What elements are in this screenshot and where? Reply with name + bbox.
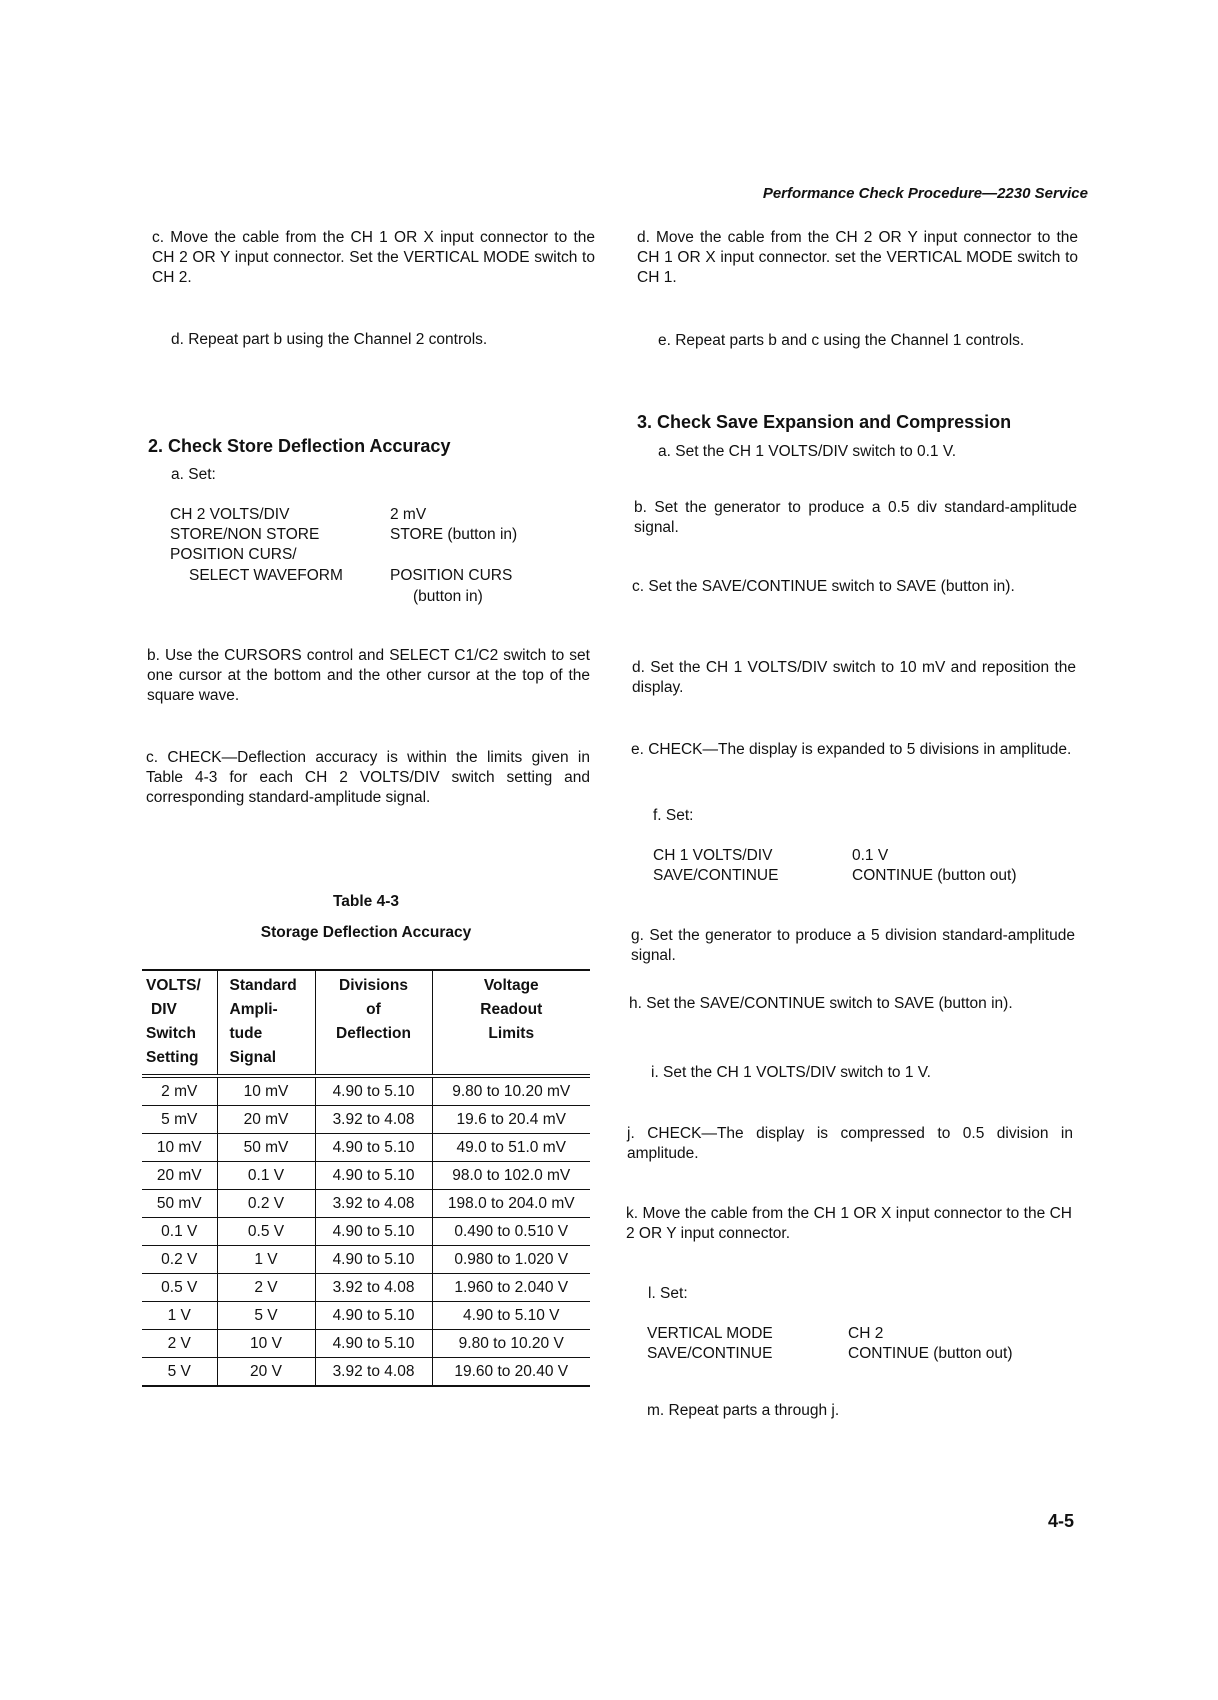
section-2-title: 2. Check Store Deflection Accuracy <box>148 436 451 456</box>
s3l-setting-name-0: VERTICAL MODE <box>647 1325 773 1342</box>
page-number: 4-5 <box>1048 1511 1075 1531</box>
table-cell: 1 V <box>217 1246 315 1274</box>
section-3-step-d: d. Set the CH 1 VOLTS/DIV switch to 10 mV and reposition the display. <box>632 659 1076 696</box>
section-2-step-a: a. Set: <box>171 466 216 483</box>
section-3-step-g: g. Set the generator to produce a 5 division standard-amplitude signal. <box>631 927 1075 964</box>
section-3-title: 3. Check Save Expansion and Compression <box>637 412 1012 432</box>
table-cell: 9.80 to 10.20 V <box>432 1330 590 1358</box>
table-cell: 4.90 to 5.10 <box>315 1162 432 1190</box>
header-line: Readout <box>480 1001 543 1018</box>
s3f-setting-name-1: SAVE/CONTINUE <box>653 867 779 884</box>
header-line: DIV <box>151 1001 177 1018</box>
section-3-step-k: k. Move the cable from the CH 1 OR X input connector to the CH 2 OR Y input connector. <box>626 1205 1072 1242</box>
table-row <box>142 1076 590 1106</box>
table-title: Storage Deflection Accuracy <box>260 924 472 941</box>
table-row <box>142 1106 590 1134</box>
header-line: Voltage <box>483 977 539 994</box>
table-row <box>142 1162 590 1190</box>
s3f-setting-value-1: CONTINUE (button out) <box>852 867 1017 884</box>
table-row <box>142 1190 590 1218</box>
table-cell: 20 mV <box>217 1106 315 1134</box>
table-cell: 50 mV <box>142 1190 217 1218</box>
storage-deflection-accuracy-table <box>142 969 590 1387</box>
section-3-step-f: f. Set: <box>653 807 694 824</box>
header-line: Deflection <box>336 1025 411 1042</box>
table-cell: 0.1 V <box>217 1162 315 1190</box>
table-cell: 0.2 V <box>142 1246 217 1274</box>
header-line: Limits <box>488 1025 535 1042</box>
table-header-row <box>142 970 590 1076</box>
header-line: Signal <box>229 1049 277 1066</box>
table-cell: 198.0 to 204.0 mV <box>432 1190 590 1218</box>
header-line: Switch <box>146 1025 196 1042</box>
section-3-step-b: b. Set the generator to produce a 0.5 div standard-amplitude signal. <box>634 499 1077 536</box>
header-line: Divisions <box>339 977 408 994</box>
table-cell: 5 V <box>142 1358 217 1387</box>
table-cell: 3.92 to 4.08 <box>315 1106 432 1134</box>
table-cell: 49.0 to 51.0 mV <box>432 1134 590 1162</box>
table-cell: 4.90 to 5.10 <box>315 1134 432 1162</box>
section-3-step-l: l. Set: <box>648 1285 688 1302</box>
table-cell: 3.92 to 4.08 <box>315 1358 432 1387</box>
table-cell: 0.1 V <box>142 1218 217 1246</box>
table-cell: 0.980 to 1.020 V <box>432 1246 590 1274</box>
table-cell: 20 mV <box>142 1162 217 1190</box>
s2-setting-value-3: POSITION CURS <box>390 567 513 584</box>
table-cell: 3.92 to 4.08 <box>315 1190 432 1218</box>
left-step-d: d. Repeat part b using the Channel 2 controls. <box>171 331 488 348</box>
table-cell: 4.90 to 5.10 V <box>432 1302 590 1330</box>
right-step-e: e. Repeat parts b and c using the Channel 1 controls. <box>658 332 1025 349</box>
table-row <box>142 1218 590 1246</box>
section-2-step-c: c. CHECK—Deflection accuracy is within the limits given in Table 4-3 for each CH 2 VOLTS/DIV switch setting and corresponding standard-amplitude signal. <box>146 749 590 806</box>
table-cell: 4.90 to 5.10 <box>315 1330 432 1358</box>
col-header-volts-div <box>142 970 217 1076</box>
s3l-setting-name-1: SAVE/CONTINUE <box>647 1345 773 1362</box>
table-cell: 19.6 to 20.4 mV <box>432 1106 590 1134</box>
table-cell: 4.90 to 5.10 <box>315 1302 432 1330</box>
s3f-setting-value-0: 0.1 V <box>852 847 889 864</box>
table-row <box>142 1134 590 1162</box>
table-cell: 5 mV <box>142 1106 217 1134</box>
section-3-step-a: a. Set the CH 1 VOLTS/DIV switch to 0.1 V. <box>658 443 957 460</box>
table-row <box>142 1302 590 1330</box>
table-cell: 1.960 to 2.040 V <box>432 1274 590 1302</box>
table-cell: 98.0 to 102.0 mV <box>432 1162 590 1190</box>
table-cell: 5 V <box>217 1302 315 1330</box>
table-cell: 9.80 to 10.20 mV <box>432 1076 590 1106</box>
col-header-standard-amplitude-signal <box>217 970 315 1076</box>
col-header-voltage-readout-limits <box>432 970 590 1076</box>
table-cell: 10 mV <box>217 1076 315 1106</box>
section-3-step-e: e. CHECK—The display is expanded to 5 divisions in amplitude. <box>631 741 1072 758</box>
table-cell: 3.92 to 4.08 <box>315 1274 432 1302</box>
table-cell: 1 V <box>142 1302 217 1330</box>
section-3-step-m: m. Repeat parts a through j. <box>647 1402 840 1419</box>
table-cell: 4.90 to 5.10 <box>315 1076 432 1106</box>
s2-setting-name-2: POSITION CURS/ <box>170 546 297 563</box>
table-cell: 2 V <box>142 1330 217 1358</box>
s2-setting-name-3: SELECT WAVEFORM <box>189 567 343 584</box>
table-cell: 4.90 to 5.10 <box>315 1246 432 1274</box>
header-line: of <box>366 1001 381 1018</box>
table-cell: 10 V <box>217 1330 315 1358</box>
s2-setting-value-0: 2 mV <box>390 506 427 523</box>
running-header: Performance Check Procedure—2230 Service <box>762 185 1088 202</box>
table-cell: 2 mV <box>142 1076 217 1106</box>
header-line: Ampli- <box>229 1001 278 1018</box>
header-line: tude <box>229 1025 263 1042</box>
table-row <box>142 1246 590 1274</box>
section-3-step-h: h. Set the SAVE/CONTINUE switch to SAVE (button in). <box>629 995 1013 1012</box>
table-row <box>142 1358 590 1387</box>
s2-setting-name-1: STORE/NON STORE <box>170 526 320 543</box>
table-cell: 20 V <box>217 1358 315 1387</box>
left-step-c: c. Move the cable from the CH 1 OR X input connector to the CH 2 OR Y input connector. Set the VERTICAL MODE switch to CH 2. <box>152 229 595 286</box>
table-cell: 19.60 to 20.40 V <box>432 1358 590 1387</box>
table-cell: 2 V <box>217 1274 315 1302</box>
header-line: VOLTS/ <box>146 977 201 994</box>
table-cell: 0.2 V <box>217 1190 315 1218</box>
table-cell: 50 mV <box>217 1134 315 1162</box>
table-number: Table 4-3 <box>332 893 400 910</box>
table-cell: 0.5 V <box>217 1218 315 1246</box>
section-3-step-i: i. Set the CH 1 VOLTS/DIV switch to 1 V. <box>651 1064 931 1081</box>
right-step-d: d. Move the cable from the CH 2 OR Y input connector to the CH 1 OR X input connector. set the VERTICAL MODE switch to CH 1. <box>637 229 1078 286</box>
table-row <box>142 1330 590 1358</box>
header-line: Setting <box>146 1049 199 1066</box>
table-row <box>142 1274 590 1302</box>
col-header-divisions-of-deflection <box>315 970 432 1076</box>
section-2-step-b: b. Use the CURSORS control and SELECT C1/C2 switch to set one cursor at the bottom and the other cursor at the top of the square wave. <box>147 647 590 704</box>
s3l-setting-value-1: CONTINUE (button out) <box>848 1345 1013 1362</box>
s2-setting-name-0: CH 2 VOLTS/DIV <box>170 506 290 523</box>
section-3-step-j: j. CHECK—The display is compressed to 0.5 division in amplitude. <box>627 1125 1073 1162</box>
header-line: Standard <box>229 977 297 994</box>
table-cell: 4.90 to 5.10 <box>315 1218 432 1246</box>
s2-setting-value-1: STORE (button in) <box>390 526 518 543</box>
section-3-step-c: c. Set the SAVE/CONTINUE switch to SAVE (button in). <box>632 578 1015 595</box>
s2-setting-value-4: (button in) <box>413 588 483 605</box>
s3l-setting-value-0: CH 2 <box>848 1325 884 1342</box>
table-cell: 10 mV <box>142 1134 217 1162</box>
table-cell: 0.5 V <box>142 1274 217 1302</box>
table-cell: 0.490 to 0.510 V <box>432 1218 590 1246</box>
s3f-setting-name-0: CH 1 VOLTS/DIV <box>653 847 773 864</box>
